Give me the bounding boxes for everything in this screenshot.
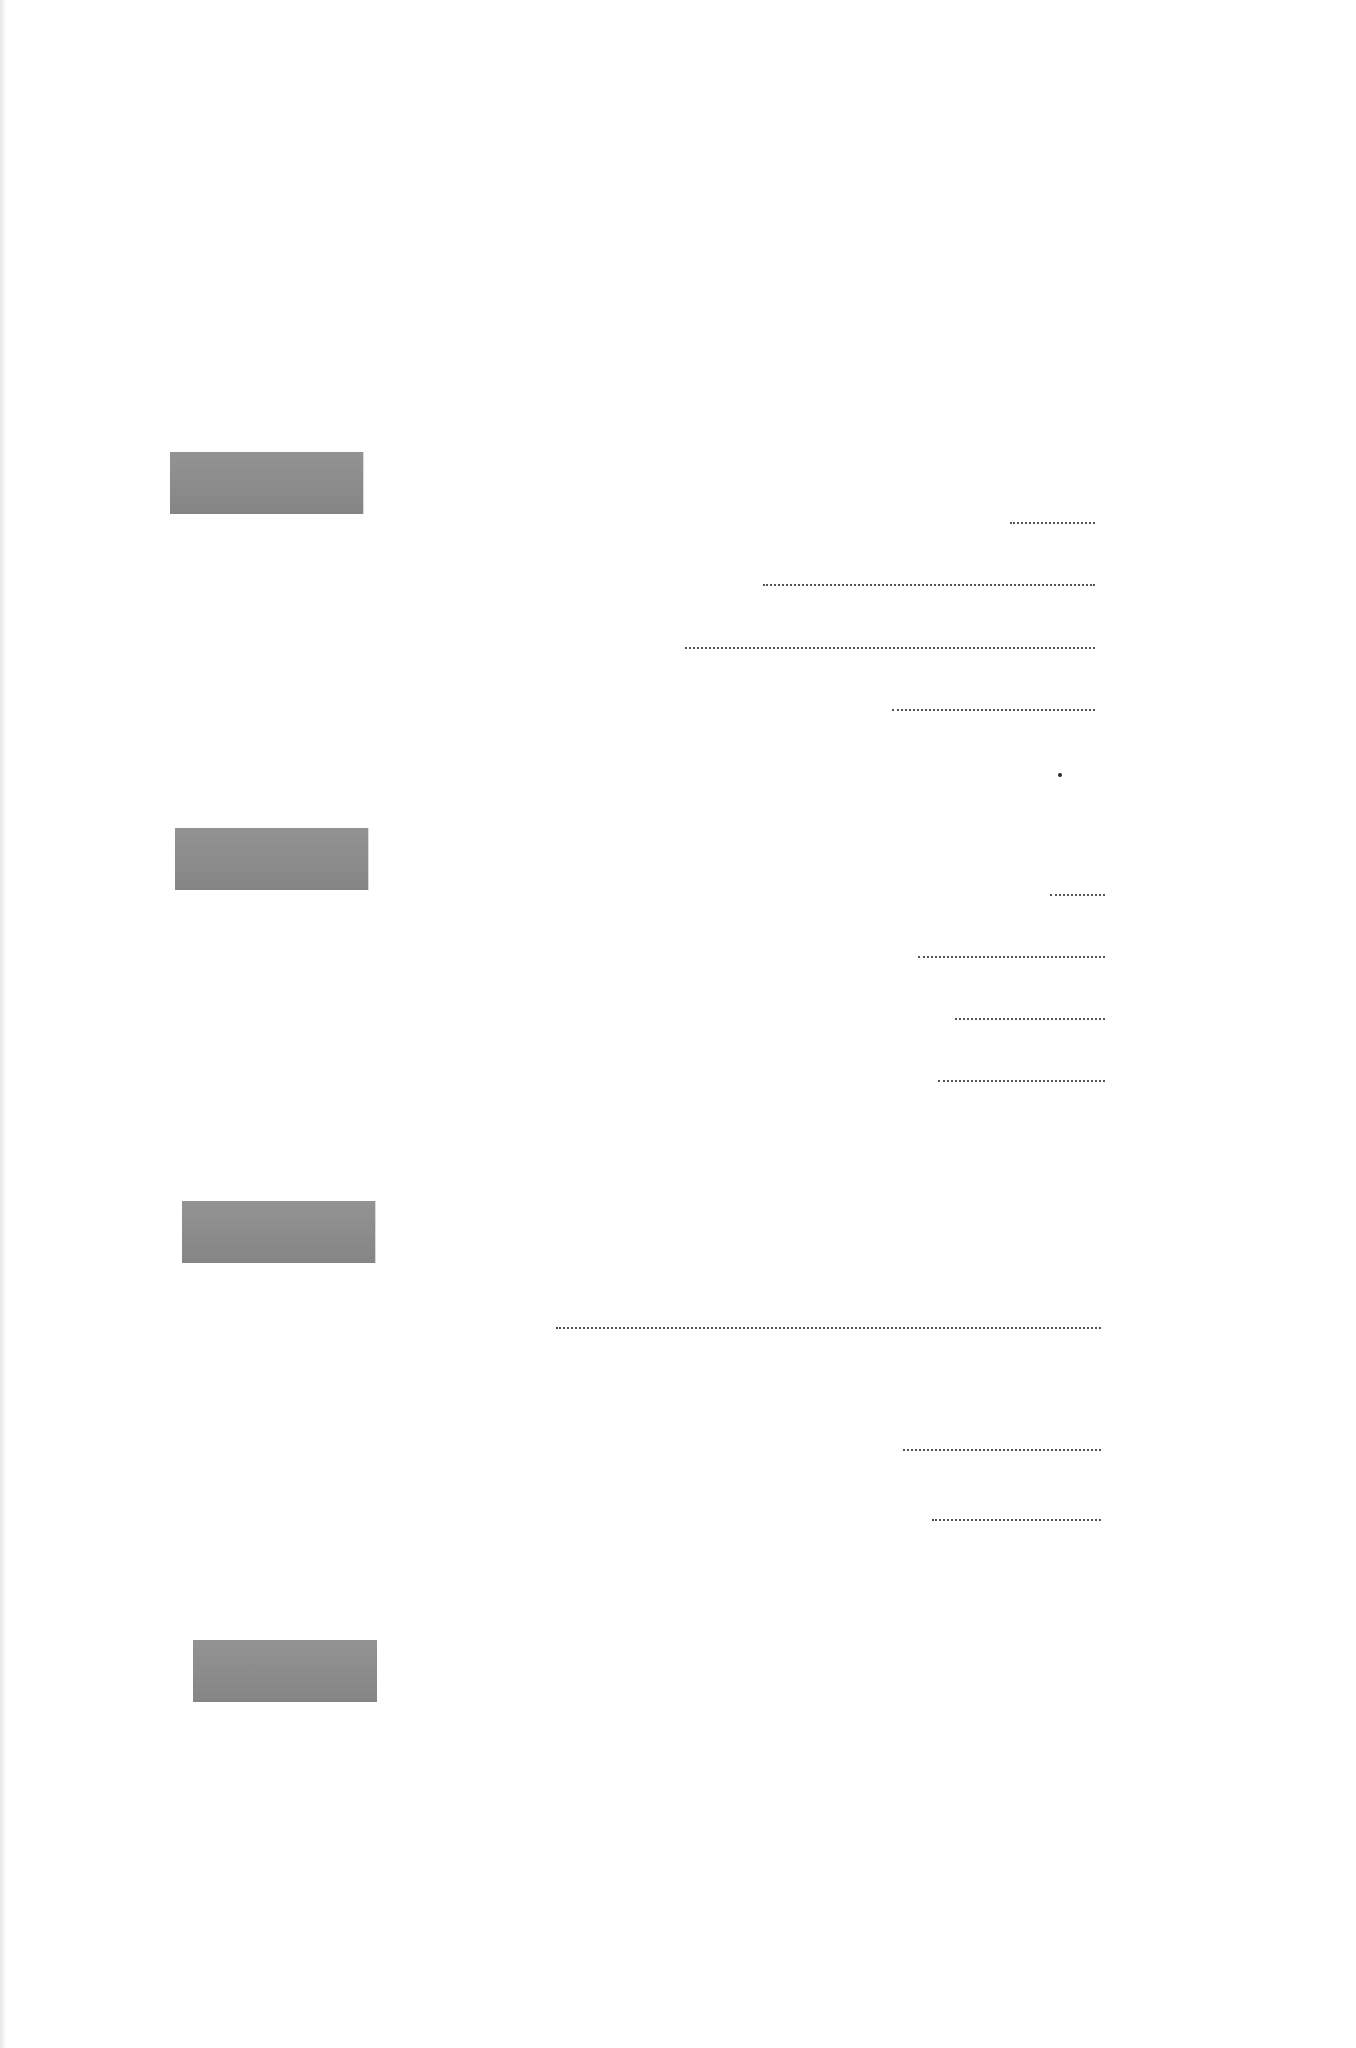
part-label — [170, 452, 363, 514]
dot-leader — [763, 584, 1095, 586]
page-edge-shadow — [0, 0, 6, 2048]
part-label — [175, 828, 368, 890]
dot-leader — [903, 1449, 1101, 1451]
dot-leader — [932, 1519, 1101, 1521]
dot-leader — [1050, 894, 1105, 896]
dot-leader — [918, 956, 1105, 958]
part-label — [193, 1640, 377, 1702]
dot-leader — [556, 1327, 1101, 1329]
dot-leader — [1010, 522, 1095, 524]
part-label — [182, 1201, 375, 1263]
scan-speck — [1058, 773, 1062, 777]
dot-leader — [955, 1018, 1105, 1020]
dot-leader — [938, 1080, 1105, 1082]
dot-leader — [685, 647, 1095, 649]
dot-leader — [892, 709, 1095, 711]
